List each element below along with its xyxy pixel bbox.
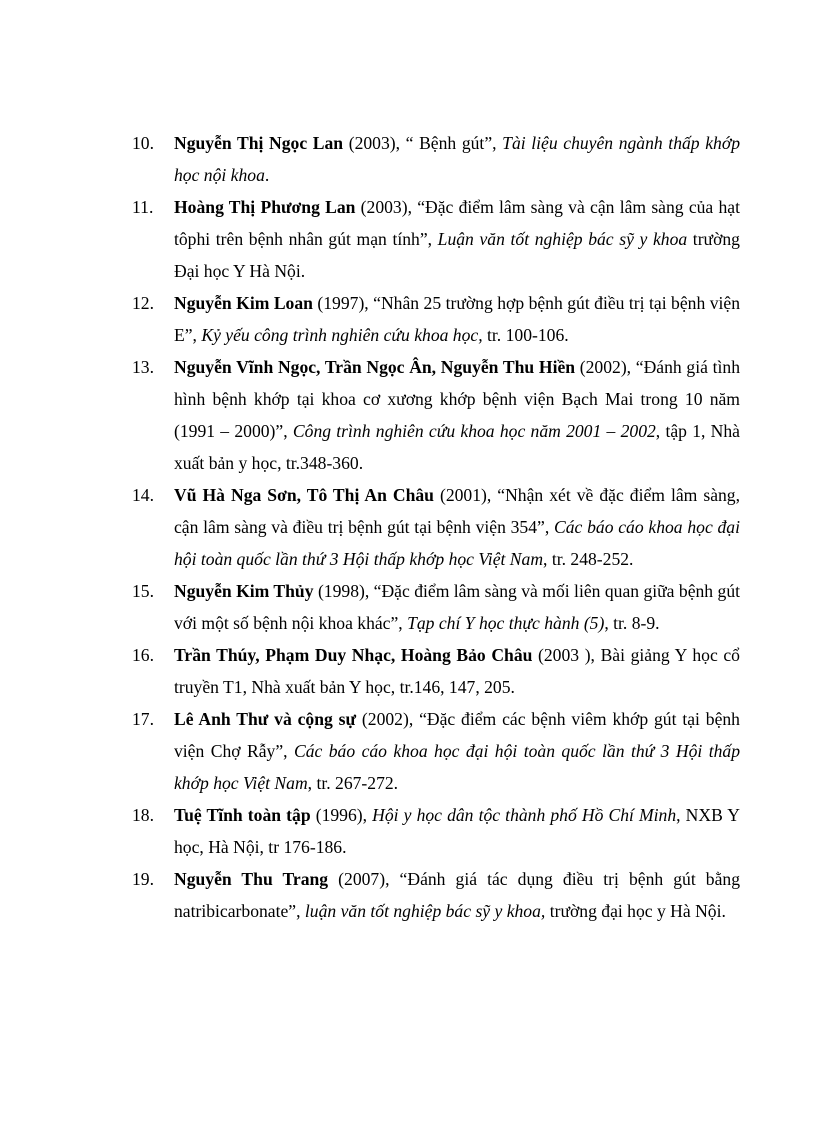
reference-authors: Vũ Hà Nga Sơn, Tô Thị An Châu (174, 485, 434, 505)
reference-number: 11. (132, 197, 154, 217)
reference-source: Tài liệu chuyên ngành thấp khớp học nội khoa (174, 133, 741, 185)
reference-authors: Trần Thúy, Phạm Duy Nhạc, Hoàng Bảo Châu (174, 645, 533, 665)
reference-number: 12. (132, 293, 154, 313)
reference-authors: Nguyễn Thu Trang (174, 869, 329, 889)
reference-item (132, 351, 740, 479)
reference-number: 18. (132, 805, 154, 825)
reference-number: 10. (132, 133, 154, 153)
reference-item (132, 703, 740, 799)
reference-text-end: , tr. 8-9. (604, 613, 660, 633)
reference-source: Luận văn tốt nghiệp bác sỹ y khoa (437, 229, 688, 249)
reference-item (132, 287, 740, 351)
reference-source: Các báo cáo khoa học đại hội toàn quốc lần thứ 3 Hội thấp khớp học Việt Nam (174, 517, 740, 569)
reference-item (132, 127, 740, 191)
reference-text-end: , NXB Y học, Hà Nội, tr 176-186. (174, 805, 740, 857)
reference-item (132, 191, 740, 287)
reference-text-end: trường đại học y Hà Nội. (545, 901, 726, 921)
reference-text-end: tr. 100-106. (482, 325, 569, 345)
reference-text: (2003 ), Bài giảng Y học cổ truyền T1, Nhà xuất bản Y học, tr.146, 147, 205. (174, 645, 740, 697)
reference-text: (1996), (310, 805, 373, 825)
reference-text-end: , tr. 248-252. (543, 549, 634, 569)
reference-source: Hội y học dân tộc thành phố Hồ Chí Minh (372, 805, 677, 825)
reference-number: 17. (132, 709, 154, 729)
reference-text: (2003), “ Bệnh gút”, (343, 133, 503, 153)
reference-authors: Lê Anh Thư và cộng sự (174, 709, 357, 729)
reference-item (132, 479, 740, 575)
reference-number: 19. (132, 869, 154, 889)
reference-text-end: , tập 1, Nhà xuất bản y học, tr.348-360. (174, 421, 740, 473)
reference-item (132, 575, 740, 639)
reference-text: (2007), “Đánh giá tác dụng điều trị bệnh gút bằng natribicarbonate”, (174, 869, 741, 921)
reference-item (132, 863, 740, 927)
reference-text: (2001), “Nhận xét về đặc điểm lâm sàng, cận lâm sàng và điều trị bệnh gút tại bệnh viện 354”, (174, 485, 741, 537)
reference-text: (2002), “Đánh giá tình hình bệnh khớp tại khoa cơ xương khớp bệnh viện Bạch Mai trong 10 năm (1991 – 2000)”, (174, 357, 740, 441)
reference-number: 16. (132, 645, 154, 665)
reference-authors: Tuệ Tĩnh toàn tập (174, 805, 311, 825)
reference-authors: Nguyễn Vĩnh Ngọc, Trần Ngọc Ân, Nguyễn Thu Hiền (174, 357, 576, 377)
reference-text: (1998), “Đặc điểm lâm sàng và mối liên quan giữa bệnh gút với một số bệnh nội khoa khác”, (174, 581, 741, 633)
reference-source: Các báo cáo khoa học đại hội toàn quốc lần thứ 3 Hội thấp khớp học Việt Nam (174, 741, 741, 793)
reference-number: 13. (132, 357, 154, 377)
reference-source: Kỷ yếu công trình nghiên cứu khoa học, (201, 325, 483, 345)
reference-authors: Hoàng Thị Phương Lan (174, 197, 356, 217)
reference-text-end: , tr. 267-272. (307, 773, 399, 793)
reference-text: (2002), “Đặc điểm các bệnh viêm khớp gút tại bệnh viện Chợ Rẫy”, (174, 709, 740, 761)
reference-list (132, 127, 740, 927)
reference-text: (1997), “Nhân 25 trường hợp bệnh gút điều trị tại bệnh viện E”, (174, 293, 740, 345)
reference-number: 14. (132, 485, 154, 505)
reference-text-end: . (264, 165, 270, 185)
reference-text: (2003), “Đặc điểm lâm sàng và cận lâm sàng của hạt tôphi trên bệnh nhân gút mạn tính”, (174, 197, 740, 249)
reference-authors: Nguyễn Thị Ngọc Lan (174, 133, 344, 153)
reference-source: Tạp chí Y học thực hành (5) (407, 613, 605, 633)
reference-source: Công trình nghiên cứu khoa học năm 2001 – 2002 (292, 421, 656, 441)
reference-authors: Nguyễn Kim Loan (174, 293, 313, 313)
reference-item (132, 799, 740, 863)
reference-text-end: trường Đại học Y Hà Nội. (174, 229, 740, 281)
reference-source: luận văn tốt nghiệp bác sỹ y khoa, (304, 901, 546, 921)
reference-item (132, 639, 740, 703)
reference-number: 15. (132, 581, 154, 601)
reference-authors: Nguyễn Kim Thủy (174, 581, 314, 601)
